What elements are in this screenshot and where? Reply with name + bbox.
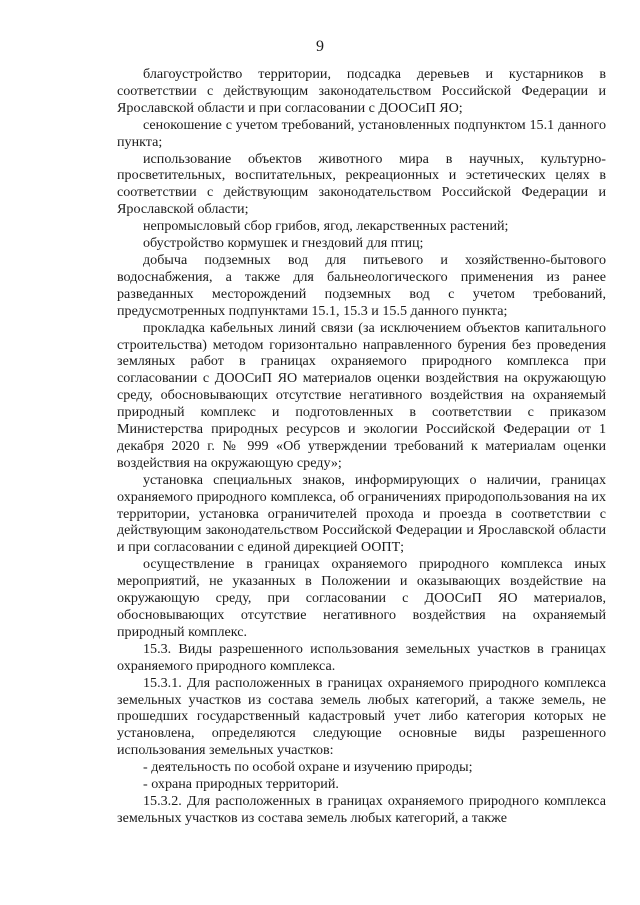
paragraph-groundwater: добыча подземных вод для питьевого и хозяйственно-бытового водоснабжения, а также для бальнеологического применения из ранее разведанных месторождений подземных вод с учетом требований, предусмотренных подпунктами 15.1, 15.3 и 15.5 данного пункта;	[117, 251, 606, 319]
list-item-territory-protection: - охрана природных территорий.	[143, 776, 339, 793]
list-item-nature-protection: - деятельность по особой охране и изучению природы;	[143, 759, 473, 776]
paragraph-signs: установка специальных знаков, информирующих о наличии, границах охраняемого природного комплекса, об ограничениях природопользования на их территории, установка ограничителей прохода и проезда в соответствии с действующим законодательством Российской Федерации и Ярославской области и при согласовании с единой дирекцией ООПТ;	[117, 471, 606, 556]
paragraph-haymaking: сенокошение с учетом требований, установленных подпунктом 15.1 данного пункта;	[117, 116, 606, 150]
section-15-3-1: 15.3.1. Для расположенных в границах охраняемого природного комплекса земельных участков из состава земель любых категорий, а также земель, не прошедших государственный кадастровый учет либо категория которых не установлена, определяются следующие основные виды разрешенного использования земельных участков:	[117, 674, 606, 759]
page-number: 9	[316, 38, 324, 55]
paragraph-landscaping: благоустройство территории, подсадка деревьев и кустарников в соответствии с действующим законодательством Российской Федерации и Ярославской области и при согласовании с ДООСиП ЯО;	[117, 66, 606, 116]
paragraph-gathering: непромысловый сбор грибов, ягод, лекарственных растений;	[143, 218, 509, 235]
paragraph-bird-feeders: обустройство кормушек и гнездовий для птиц;	[143, 235, 424, 252]
paragraph-wildlife-use: использование объектов животного мира в научных, культурно-просветительных, воспитательных, рекреационных и эстетических целях в соответствии с действующим законодательством Российской Федерации и Ярославской области;	[117, 150, 606, 218]
section-heading-15-3: 15.3. Виды разрешенного использования земельных участков в границах охраняемого природного комплекса.	[117, 640, 606, 674]
paragraph-other-activities: осуществление в границах охраняемого природного комплекса иных мероприятий, не указанных в Положении и оказывающих воздействие на окружающую среду, при согласовании с ДООСиП ЯО материалов, обосновывающих отсутствие негативного воздействия на охраняемый природный комплекс.	[117, 556, 606, 640]
paragraph-cable-lines: прокладка кабельных линий связи (за исключением объектов капитального строительства) методом горизонтально направленного бурения без проведения земляных работ в границах охраняемого природного комплекса при согласовании с ДООСиП ЯО материалов оценки воздействия на окружающую среду, обосновывающих отсутствие негативного воздействия на охраняемый природный комплекс и подготовленных в соответствии с приказом Министерства природных ресурсов и экологии Российской Федерации от 1 декабря 2020 г. № 999 «Об утверждении требований к материалам оценки воздействия на окружающую среду»;	[117, 319, 606, 471]
document-body	[117, 66, 606, 827]
section-15-3-2: 15.3.2. Для расположенных в границах охраняемого природного комплекса земельных участков из состава земель любых категорий, а также	[117, 792, 606, 826]
